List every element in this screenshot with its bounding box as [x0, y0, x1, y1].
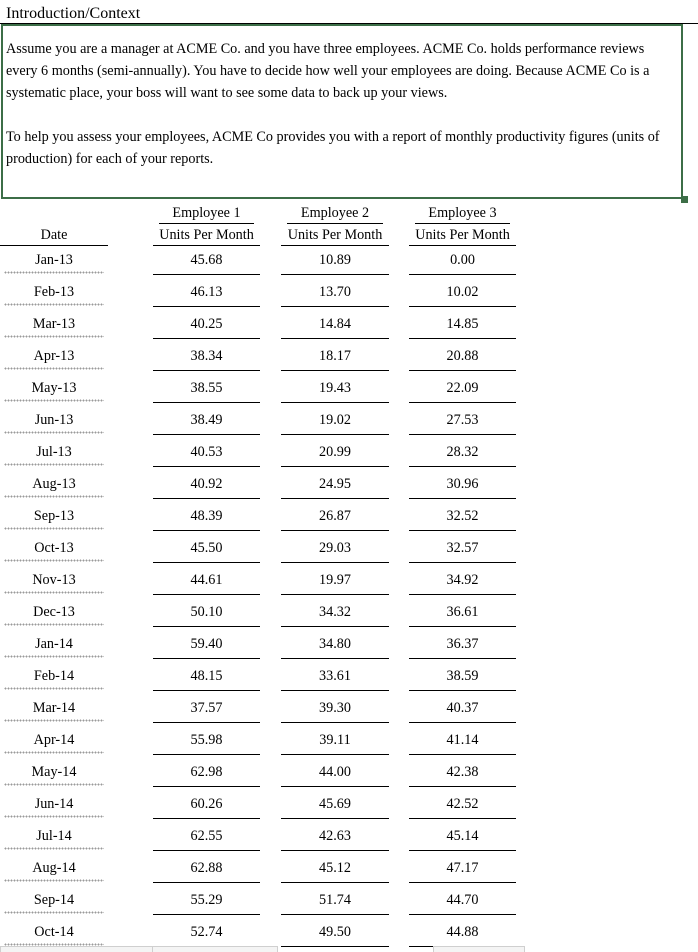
employee-2-value[interactable]: 42.63 — [319, 828, 351, 844]
employee-1-value[interactable]: 52.74 — [190, 924, 223, 940]
date-header-label: Date — [40, 227, 68, 243]
date-dotted-border — [4, 303, 104, 306]
cell-underline — [153, 850, 260, 851]
employee-3-value[interactable]: 28.32 — [446, 444, 479, 460]
date-dotted-border — [4, 399, 104, 402]
cell-underline — [153, 626, 260, 627]
cell-underline — [409, 818, 516, 819]
cell-underline — [409, 434, 516, 435]
employee-1-value[interactable]: 44.61 — [190, 572, 223, 588]
employee-2-header — [281, 203, 389, 223]
employee-3-value[interactable]: 42.52 — [446, 796, 479, 812]
date-dotted-border — [4, 847, 104, 850]
employee-2-value[interactable]: 18.17 — [319, 348, 351, 364]
cell-underline — [153, 754, 260, 755]
table-row — [0, 404, 698, 436]
cell-underline — [153, 914, 260, 915]
cell-underline — [281, 818, 389, 819]
intro-paragraph-1: Assume you are a manager at ACME Co. and you have three employees. ACME Co. holds performance reviews every 6 months (semi-annually). You have to decide how well your employees are doing. Because ACME Co is a systematic place, your boss will want to see some data to back up your views. — [6, 41, 650, 101]
cell-underline — [153, 434, 260, 435]
date-cell[interactable]: Mar-13 — [32, 316, 76, 332]
date-dotted-border — [4, 431, 104, 434]
date-dotted-border — [4, 495, 104, 498]
cell-underline — [153, 498, 260, 499]
employee-3-unit-header — [409, 225, 516, 245]
table-row — [0, 340, 698, 372]
employee-3-value[interactable]: 41.14 — [446, 732, 479, 748]
employee-1-value[interactable]: 48.39 — [190, 508, 223, 524]
date-cell[interactable]: May-14 — [31, 764, 77, 780]
table-row — [0, 724, 698, 756]
employee-1-header — [153, 203, 260, 223]
header-underline — [287, 223, 383, 224]
cell-underline — [409, 466, 516, 467]
employee-2-value[interactable]: 19.43 — [319, 380, 351, 396]
date-dotted-border — [4, 911, 104, 914]
date-cell[interactable]: Jun-14 — [34, 796, 74, 812]
resize-handle[interactable] — [681, 196, 688, 203]
table-row — [0, 468, 698, 500]
date-dotted-border — [4, 815, 104, 818]
cell-underline — [281, 626, 389, 627]
cell-underline — [409, 370, 516, 371]
employee-3-value[interactable]: 32.57 — [446, 540, 479, 556]
section-title: Introduction/Context — [6, 5, 141, 22]
cell-underline — [409, 402, 516, 403]
employee-2-value[interactable]: 19.02 — [319, 412, 351, 428]
employee-2-value[interactable]: 39.11 — [319, 732, 351, 748]
employee-2-name: Employee 2 — [300, 205, 370, 221]
date-dotted-border — [4, 719, 104, 722]
horizontal-scrollbar[interactable] — [0, 944, 698, 952]
employee-2-unit-header — [281, 225, 389, 245]
date-dotted-border — [4, 687, 104, 690]
date-cell[interactable]: Feb-14 — [33, 668, 75, 684]
cell-underline — [281, 850, 389, 851]
date-cell[interactable]: Aug-13 — [32, 476, 76, 492]
employee-1-value[interactable]: 62.98 — [190, 764, 223, 780]
date-cell[interactable]: Jan-13 — [35, 252, 73, 268]
cell-underline — [153, 882, 260, 883]
employee-1-value[interactable]: 40.92 — [190, 476, 223, 492]
intro-text-box[interactable] — [1, 24, 683, 199]
employee-1-value[interactable]: 60.26 — [190, 796, 223, 812]
employee-2-value[interactable]: 13.70 — [319, 284, 351, 300]
table-row — [0, 820, 698, 852]
date-cell[interactable]: Dec-13 — [33, 604, 75, 620]
table-row — [0, 436, 698, 468]
cell-underline — [409, 850, 516, 851]
employee-3-value[interactable]: 27.53 — [446, 412, 479, 428]
employee-2-value[interactable]: 33.61 — [319, 668, 351, 684]
date-dotted-border — [4, 879, 104, 882]
employee-2-value[interactable]: 45.12 — [319, 860, 351, 876]
table-row — [0, 692, 698, 724]
employee-3-value[interactable]: 32.52 — [446, 508, 479, 524]
cell-underline — [153, 466, 260, 467]
date-cell[interactable]: Oct-13 — [34, 540, 74, 556]
employee-1-value[interactable]: 50.10 — [190, 604, 223, 620]
cell-underline — [281, 306, 389, 307]
employee-2-value[interactable]: 39.30 — [319, 700, 351, 716]
cell-underline — [409, 690, 516, 691]
table-row — [0, 884, 698, 916]
cell-underline — [409, 274, 516, 275]
employee-2-value[interactable]: 14.84 — [319, 316, 351, 332]
employee-1-value[interactable]: 38.34 — [190, 348, 223, 364]
date-dotted-border — [4, 335, 104, 338]
employee-3-value[interactable]: 30.96 — [446, 476, 479, 492]
employee-1-value[interactable]: 62.55 — [190, 828, 223, 844]
table-row — [0, 756, 698, 788]
cell-underline — [281, 466, 389, 467]
table-row — [0, 276, 698, 308]
cell-underline — [281, 274, 389, 275]
date-cell[interactable]: Jul-14 — [36, 828, 72, 844]
cell-underline — [281, 402, 389, 403]
employee-2-value[interactable]: 29.03 — [319, 540, 351, 556]
table-row — [0, 308, 698, 340]
cell-underline — [281, 914, 389, 915]
employee-1-value[interactable]: 45.50 — [190, 540, 223, 556]
date-dotted-border — [4, 783, 104, 786]
cell-underline — [153, 786, 260, 787]
cell-underline — [153, 594, 260, 595]
cell-underline — [409, 658, 516, 659]
cell-underline — [153, 690, 260, 691]
employee-3-value[interactable]: 38.59 — [446, 668, 479, 684]
cell-underline — [281, 338, 389, 339]
employee-3-value[interactable]: 10.02 — [446, 284, 479, 300]
date-dotted-border — [4, 463, 104, 466]
date-dotted-border — [4, 655, 104, 658]
employee-3-value[interactable]: 14.85 — [446, 316, 479, 332]
employee-2-value[interactable]: 24.95 — [319, 476, 351, 492]
employee-1-value[interactable]: 37.57 — [190, 700, 223, 716]
date-cell[interactable]: Apr-13 — [33, 348, 75, 364]
cell-underline — [153, 402, 260, 403]
cell-underline — [153, 658, 260, 659]
employee-2-value[interactable]: 49.50 — [319, 924, 351, 940]
cell-underline — [281, 690, 389, 691]
employee-1-value[interactable]: 40.53 — [190, 444, 223, 460]
cell-underline — [409, 530, 516, 531]
employee-1-value[interactable]: 40.25 — [190, 316, 223, 332]
employee-3-value[interactable]: 42.38 — [446, 764, 479, 780]
date-dotted-border — [4, 559, 104, 562]
employee-3-value[interactable]: 34.92 — [446, 572, 479, 588]
date-cell[interactable]: May-13 — [31, 380, 77, 396]
employee-1-value[interactable]: 46.13 — [190, 284, 223, 300]
cell-underline — [409, 786, 516, 787]
employee-1-value[interactable]: 55.98 — [190, 732, 223, 748]
table-row — [0, 852, 698, 884]
cell-underline — [409, 562, 516, 563]
cell-underline — [153, 306, 260, 307]
cell-underline — [153, 562, 260, 563]
cell-underline — [153, 338, 260, 339]
date-cell[interactable]: Sep-13 — [33, 508, 75, 524]
employee-3-value[interactable]: 44.88 — [446, 924, 479, 940]
employee-3-value[interactable]: 22.09 — [446, 380, 479, 396]
scroll-segment[interactable] — [433, 946, 525, 952]
cell-underline — [409, 914, 516, 915]
employee-2-value[interactable]: 10.89 — [319, 252, 351, 268]
productivity-table — [0, 244, 698, 948]
date-cell[interactable]: Mar-14 — [32, 700, 76, 716]
cell-underline — [281, 722, 389, 723]
cell-underline — [409, 882, 516, 883]
date-dotted-border — [4, 751, 104, 754]
table-row — [0, 564, 698, 596]
table-row — [0, 596, 698, 628]
cell-underline — [281, 562, 389, 563]
intro-paragraph-2: To help you assess your employees, ACME Co provides you with a report of monthly productivity figures (units of production) for each of your reports. — [6, 129, 660, 167]
cell-underline — [409, 306, 516, 307]
date-cell[interactable]: Jun-13 — [34, 412, 74, 428]
employee-3-value[interactable]: 40.37 — [446, 700, 479, 716]
employee-1-unit-header — [153, 225, 260, 245]
employee-3-value[interactable]: 44.70 — [446, 892, 479, 908]
scroll-segment[interactable] — [0, 946, 154, 952]
date-dotted-border — [4, 271, 104, 274]
date-cell[interactable]: Feb-13 — [33, 284, 75, 300]
date-dotted-border — [4, 527, 104, 530]
employee-2-value[interactable]: 19.97 — [319, 572, 351, 588]
table-row — [0, 372, 698, 404]
employee-1-value[interactable]: 59.40 — [190, 636, 223, 652]
date-cell[interactable]: Nov-13 — [32, 572, 76, 588]
cell-underline — [409, 626, 516, 627]
date-cell[interactable]: Apr-14 — [33, 732, 75, 748]
cell-underline — [409, 754, 516, 755]
employee-3-value[interactable]: 36.37 — [446, 636, 479, 652]
employee-1-value[interactable]: 48.15 — [190, 668, 223, 684]
header-underline — [415, 223, 510, 224]
date-cell[interactable]: Aug-14 — [32, 860, 76, 876]
table-row — [0, 660, 698, 692]
cell-underline — [153, 370, 260, 371]
cell-underline — [281, 530, 389, 531]
scroll-segment[interactable] — [152, 946, 278, 952]
employee-1-unit: Units Per Month — [159, 227, 254, 243]
employee-1-value[interactable]: 38.49 — [190, 412, 223, 428]
employee-1-value[interactable]: 38.55 — [190, 380, 223, 396]
cell-underline — [153, 722, 260, 723]
employee-2-unit: Units Per Month — [287, 227, 383, 243]
date-cell[interactable]: Jul-13 — [36, 444, 72, 460]
employee-2-value[interactable]: 34.32 — [319, 604, 351, 620]
cell-underline — [281, 786, 389, 787]
cell-underline — [281, 370, 389, 371]
date-header — [0, 225, 108, 245]
table-row — [0, 500, 698, 532]
table-row — [0, 244, 698, 276]
employee-3-value[interactable]: 20.88 — [446, 348, 479, 364]
cell-underline — [153, 274, 260, 275]
cell-underline — [409, 338, 516, 339]
employee-2-value[interactable]: 20.99 — [319, 444, 351, 460]
cell-underline — [409, 498, 516, 499]
table-row — [0, 532, 698, 564]
date-cell[interactable]: Oct-14 — [34, 924, 74, 940]
employee-2-value[interactable]: 26.87 — [319, 508, 351, 524]
date-dotted-border — [4, 591, 104, 594]
cell-underline — [409, 722, 516, 723]
cell-underline — [281, 882, 389, 883]
employee-1-value[interactable]: 45.68 — [190, 252, 223, 268]
cell-underline — [409, 594, 516, 595]
cell-underline — [153, 818, 260, 819]
date-cell[interactable]: Jan-14 — [35, 636, 73, 652]
table-row — [0, 788, 698, 820]
cell-underline — [281, 498, 389, 499]
table-row — [0, 628, 698, 660]
employee-3-header — [409, 203, 516, 223]
cell-underline — [281, 754, 389, 755]
employee-2-value[interactable]: 34.80 — [319, 636, 351, 652]
date-cell[interactable]: Sep-14 — [33, 892, 75, 908]
date-dotted-border — [4, 367, 104, 370]
header-underline — [159, 223, 254, 224]
cell-underline — [153, 530, 260, 531]
employee-3-unit: Units Per Month — [415, 227, 510, 243]
employee-2-value[interactable]: 51.74 — [319, 892, 351, 908]
employee-2-value[interactable]: 44.00 — [319, 764, 351, 780]
employee-3-value[interactable]: 36.61 — [446, 604, 479, 620]
cell-underline — [281, 658, 389, 659]
employee-3-value[interactable]: 45.14 — [446, 828, 479, 844]
date-dotted-border — [4, 623, 104, 626]
employee-1-value[interactable]: 55.29 — [190, 892, 223, 908]
cell-underline — [281, 434, 389, 435]
employee-2-value[interactable]: 45.69 — [319, 796, 351, 812]
employee-1-name: Employee 1 — [172, 205, 241, 221]
employee-3-value[interactable]: 0.00 — [450, 252, 475, 268]
employee-1-value[interactable]: 62.88 — [190, 860, 223, 876]
employee-3-value[interactable]: 47.17 — [446, 860, 479, 876]
employee-3-name: Employee 3 — [428, 205, 497, 221]
cell-underline — [281, 594, 389, 595]
